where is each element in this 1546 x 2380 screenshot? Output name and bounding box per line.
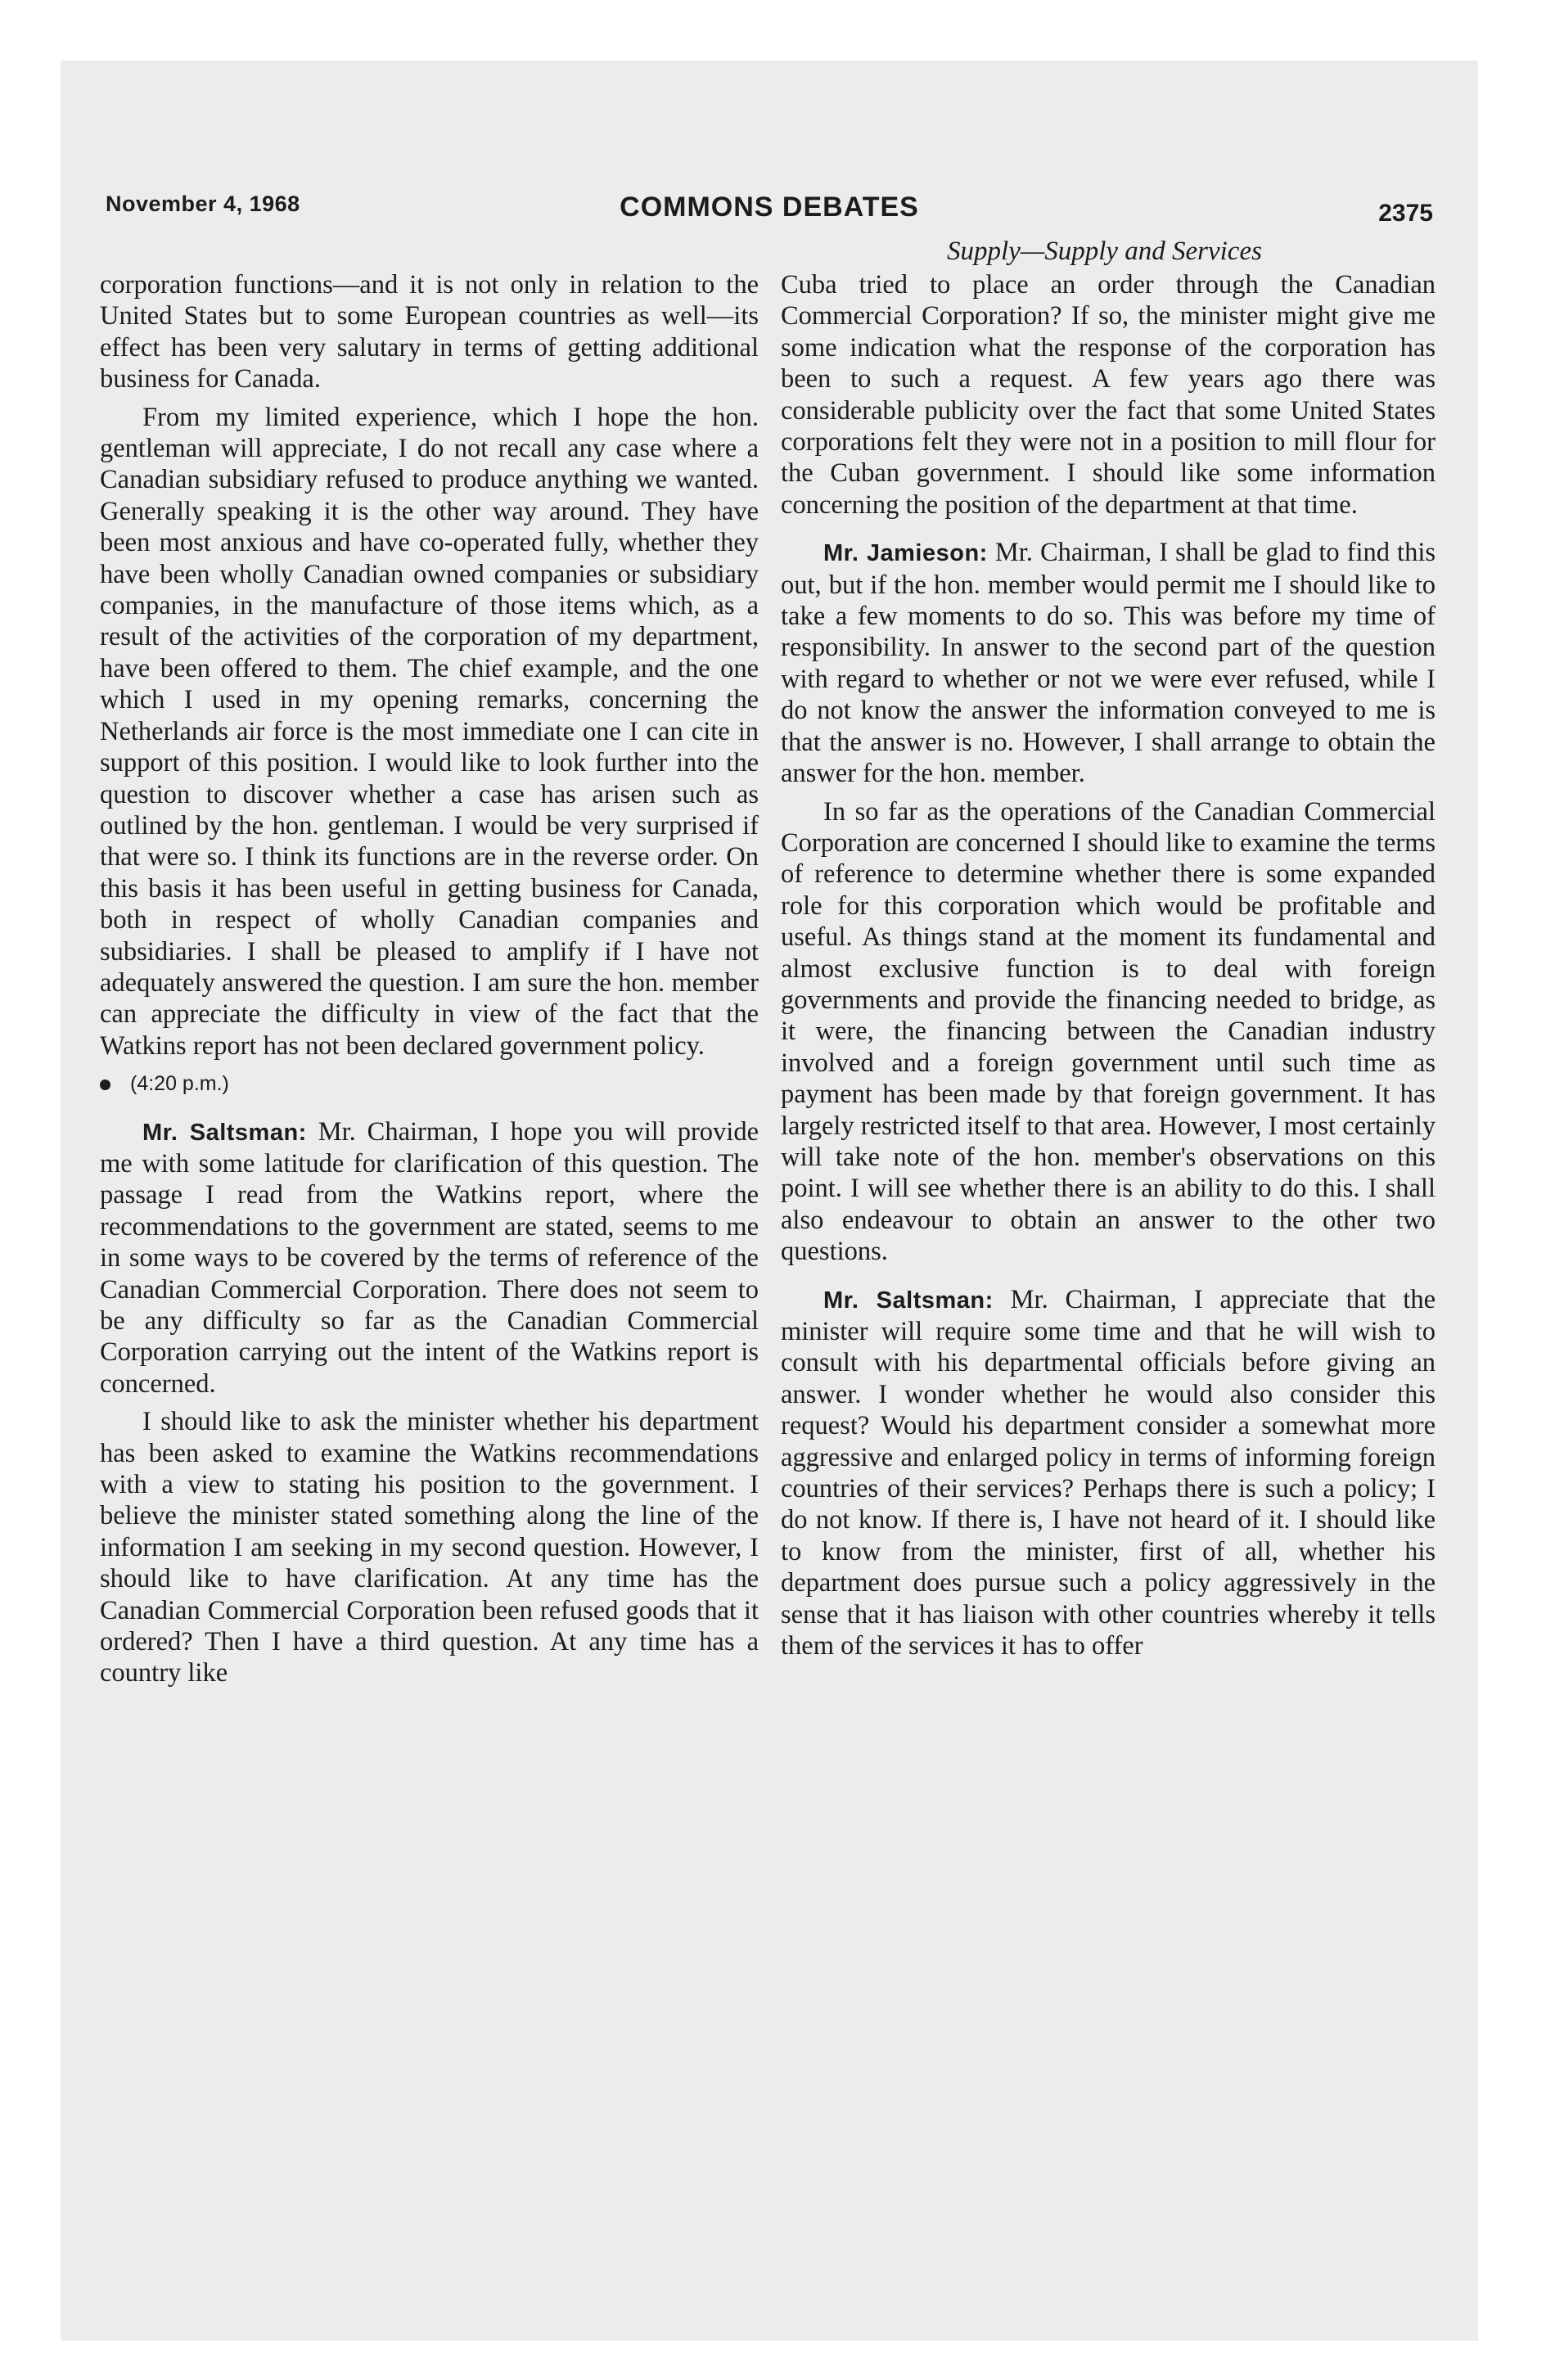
- paragraph: I should like to ask the minister whether his department has been asked to examine the Watkins recommendations with a view to stating his position to the government. I believe the minister stated something along the line of the information I am seeking in my second question. However, I should like to have clarification. At any time has the Canadian Commercial Corporation been refused goods that it ordered? Then I have a third question. At any time has a country like: [100, 1407, 759, 1688]
- speech-text: Mr. Chairman, I shall be glad to find this out, but if the hon. member would permit me I should like to take a few moments to do so. This was before my time of responsibility. In answer to the second part of the question with regard to whether or not we were ever refused, while I do not know the answer the information conveyed to me is that the answer is no. However, I shall arrange to obtain the answer for the hon. member.: [781, 538, 1436, 789]
- speaker-name: Mr. Saltsman:: [142, 1119, 307, 1146]
- speaker-name: Mr. Jamieson:: [823, 540, 988, 567]
- scanned-page: [61, 61, 1478, 2341]
- speech-paragraph: [781, 1284, 1436, 1662]
- time-marker: [100, 1068, 759, 1099]
- speech-paragraph: [781, 537, 1436, 789]
- speech-paragraph: [100, 1116, 759, 1400]
- section-subheading: Supply—Supply and Services: [947, 237, 1262, 266]
- paragraph: Cuba tried to place an order through the Canadian Commercial Corporation? If so, the minister might give me some indication what the response of the corporation has been to such a request. A few years ago there was considerable publicity over the fact that some United States corporations felt they were not in a position to mill flour for the Cuban government. I should like some information concerning the position of the department at that time.: [781, 270, 1436, 520]
- left-column: [100, 269, 759, 1696]
- bullet-icon: [100, 1080, 110, 1090]
- time-marker-text: (4:20 p.m.): [130, 1072, 229, 1096]
- header-date: November 4, 1968: [106, 192, 300, 216]
- page-number: 2375: [1378, 200, 1433, 227]
- page-header: [61, 192, 1478, 241]
- speaker-name: Mr. Saltsman:: [823, 1287, 994, 1314]
- paragraph: corporation functions—and it is not only in relation to the United States but to some European countries as well—its effect has been very salutary in terms of getting additional business for Canada.: [100, 270, 759, 394]
- right-column: [781, 269, 1436, 1668]
- paragraph: In so far as the operations of the Canadian Commercial Corporation are concerned I should like to examine the terms of reference to determine whether there is some expanded role for this corporation which would be profitable and useful. As things stand at the moment its fundamental and almost exclusive function is to deal with foreign governments and provide the financing needed to bridge, as it were, the financing between the Canadian industry involved and a foreign government until such time as payment has been made by that foreign government. It has largely restricted itself to that area. However, I most certainly will take note of the hon. member's observations on this point. I will see whether there is an ability to do this. I shall also endeavour to obtain an answer to the other two questions.: [781, 796, 1436, 1267]
- speech-text: Mr. Chairman, I appreciate that the minister will require some time and that he will wish to consult with his departmental officials before giving an answer. I wonder whether he would also consider this request? Would his department consider a somewhat more aggressive and enlarged policy in terms of informing foreign countries of their services? Perhaps there is such a policy; I do not know. If there is, I have not heard of it. I should like to know from the minister, first of all, whether his department does pursue such a policy aggressively in the sense that it has liaison with other countries whereby it tells them of the services it has to offer: [781, 1284, 1436, 1661]
- speech-text: Mr. Chairman, I hope you will provide me with some latitude for clarification of this question. The passage I read from the Watkins report, where the recommendations to the government are stated, seems to me in some ways to be covered by the terms of reference of the Canadian Commercial Corporation. There does not seem to be any difficulty so far as the Canadian Commercial Corporation carrying out the intent of the Watkins report is concerned.: [100, 1116, 759, 1399]
- header-title: COMMONS DEBATES: [620, 192, 919, 223]
- paragraph: From my limited experience, which I hope the hon. gentleman will appreciate, I do not recall any case where a Canadian subsidiary refused to produce anything we wanted. Generally speaking it is the other way around. They have been most anxious and have co-operated fully, whether they have been wholly Canadian owned companies or subsidiary companies, in the manufacture of those items which, as a result of the activities of the corporation of my department, have been offered to them. The chief example, and the one which I used in my opening remarks, concerning the Netherlands air force is the most immediate one I can cite in support of this position. I would like to look further into the question to discover whether a case has arisen such as outlined by the hon. gentleman. I would be very surprised if that were so. I think its functions are in the reverse order. On this basis it has been useful in getting business for Canada, both in respect of wholly Canadian companies and subsidiaries. I shall be pleased to amplify if I have not adequately answered the question. I am sure the hon. member can appreciate the difficulty in view of the fact that the Watkins report has not been declared government policy.: [100, 402, 759, 1061]
